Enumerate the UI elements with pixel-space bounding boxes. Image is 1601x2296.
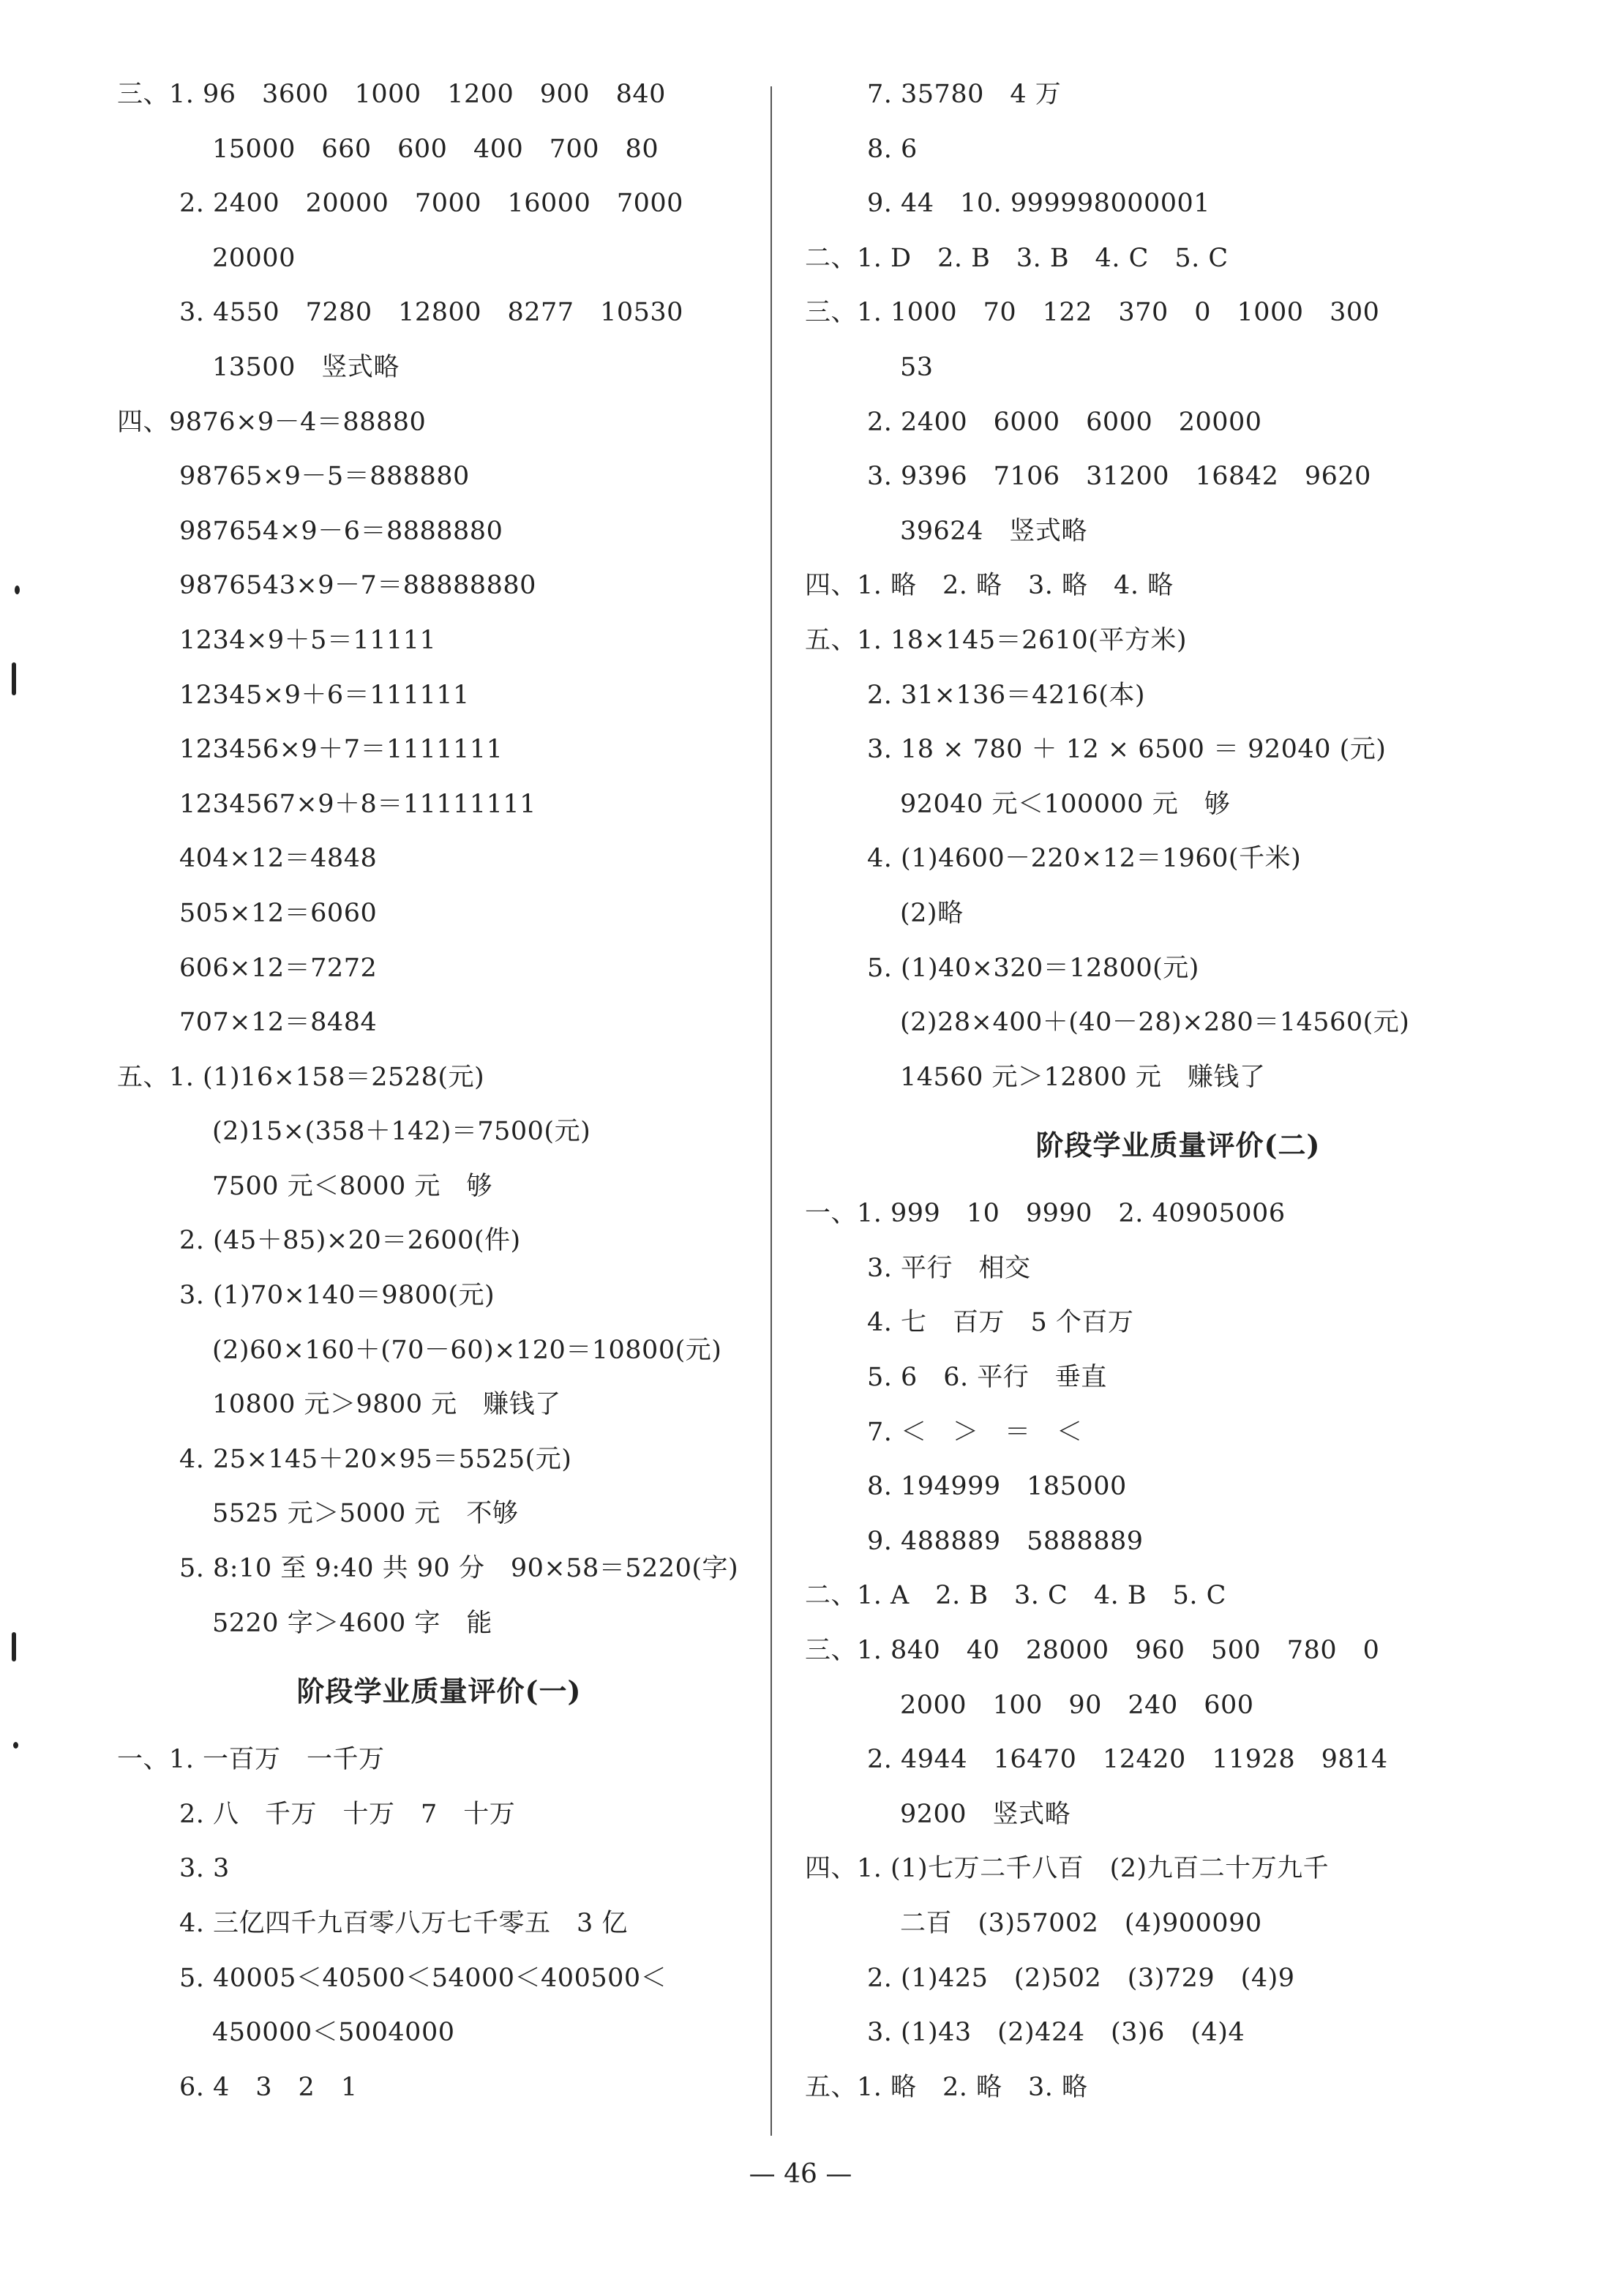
answer-line: 三、1. 96 3600 1000 1200 900 840 [117,80,666,109]
scan-speck [12,662,16,695]
answer-line: 2. 八 千万 十万 7 十万 [179,1799,516,1829]
answer-line: 505×12＝6060 [179,898,378,928]
answer-line: 1234×9＋5＝11111 [179,625,437,655]
scan-speck [12,1632,16,1661]
right-column [805,67,1551,2114]
answer-line: 9. 488889 5888889 [867,1526,1144,1556]
answer-line: 39624 竖式略 [900,516,1087,546]
answer-line: 15000 660 600 400 700 80 [212,134,659,164]
answer-line: 四、9876×9－4＝88880 [117,407,427,437]
answer-line: (2)略 [900,898,964,928]
answer-line: 123456×9＋7＝1111111 [179,735,503,765]
scan-speck [15,586,20,594]
answer-line: 2. 2400 6000 6000 20000 [867,407,1262,437]
answer-line: 四、1. 略 2. 略 3. 略 4. 略 [805,571,1174,601]
answer-line: 606×12＝7272 [179,953,378,983]
answer-line: 3. 3 [179,1854,230,1884]
answer-line: 8. 194999 185000 [867,1472,1127,1502]
answer-line: 五、1. 略 2. 略 3. 略 [805,2072,1088,2102]
answer-line: 9876543×9－7＝88888880 [179,571,536,601]
answer-line: 5525 元＞5000 元 不够 [212,1499,519,1529]
answer-line: 5. (1)40×320＝12800(元) [867,953,1199,983]
answer-line: 5220 字＞4600 字 能 [212,1608,492,1638]
answer-line: 五、1. (1)16×158＝2528(元) [117,1062,485,1092]
answer-line: 14560 元＞12800 元 赚钱了 [900,1062,1266,1092]
answer-line: 4. 25×145＋20×95＝5525(元) [179,1444,572,1474]
scan-speck [13,1742,18,1749]
answer-line: 13500 竖式略 [212,352,400,382]
answer-line: 2000 100 90 240 600 [900,1690,1254,1720]
answer-line: 五、1. 18×145＝2610(平方米) [805,625,1188,655]
answer-line: 2. 2400 20000 7000 16000 7000 [179,189,683,219]
answer-line: 2. (45＋85)×20＝2600(件) [179,1226,521,1256]
answer-line: 10800 元＞9800 元 赚钱了 [212,1390,561,1420]
answer-line: 4. 三亿四千九百零八万七千零五 3 亿 [179,1909,628,1938]
answer-line: 3. 18 × 780 ＋ 12 × 6500 ＝ 92040 (元) [867,735,1387,765]
answer-line: 20000 [212,243,296,273]
answer-line: 3. 平行 相交 [867,1253,1031,1283]
answer-line: 1234567×9＋8＝11111111 [179,789,536,819]
answer-line: 98765×9－5＝888880 [179,462,470,492]
answer-line: 92040 元＜100000 元 够 [900,789,1231,819]
answer-line: 7500 元＜8000 元 够 [212,1171,492,1201]
answer-line: 二、1. A 2. B 3. C 4. B 5. C [805,1581,1226,1611]
answer-line: 5. 8:10 至 9:40 共 90 分 90×58＝5220(字) [179,1554,739,1584]
answer-line: 一、1. 一百万 一千万 [117,1745,385,1775]
answer-line: 987654×9－6＝8888880 [179,516,503,546]
answer-line: 4. 七 百万 5 个百万 [867,1308,1134,1338]
answer-line: 三、1. 840 40 28000 960 500 780 0 [805,1636,1380,1666]
answer-line: 3. 9396 7106 31200 16842 9620 [867,462,1371,492]
answer-line: 2. 4944 16470 12420 11928 9814 [867,1745,1388,1775]
answer-line: 9200 竖式略 [900,1799,1071,1829]
answer-line: 3. 4550 7280 12800 8277 10530 [179,298,683,328]
answer-line: 9. 44 10. 999998000001 [867,189,1211,219]
answer-line: 7. 35780 4 万 [867,80,1062,109]
answer-line: (2)28×400＋(40－28)×280＝14560(元) [900,1008,1410,1038]
answer-line: (2)60×160＋(70－60)×120＝10800(元) [212,1335,722,1365]
answer-line: (2)15×(358＋142)＝7500(元) [212,1117,591,1147]
answer-line: 7. ＜ ＞ ＝ ＜ [867,1417,1083,1447]
answer-line: 二、1. D 2. B 3. B 4. C 5. C [805,243,1229,273]
answer-line: 3. (1)43 (2)424 (3)6 (4)4 [867,2018,1245,2048]
column-divider [770,86,772,2136]
section-heading: 阶段学业质量评价(二) [1035,1129,1321,1162]
answer-line: 2. 31×136＝4216(本) [867,680,1146,710]
answer-line: 2. (1)425 (2)502 (3)729 (4)9 [867,1963,1295,1993]
answer-line: 一、1. 999 10 9990 2. 40905006 [805,1199,1286,1229]
answer-line: 5. 40005＜40500＜54000＜400500＜ [179,1963,667,1993]
answer-line: 6. 4 3 2 1 [179,2072,358,2102]
answer-line: 三、1. 1000 70 122 370 0 1000 300 [805,298,1380,328]
answer-line: 3. (1)70×140＝9800(元) [179,1281,495,1311]
answer-line: 5. 6 6. 平行 垂直 [867,1363,1107,1393]
answer-line: 二百 (3)57002 (4)900090 [900,1909,1262,1938]
answer-line: 8. 6 [867,134,918,164]
left-column [117,67,761,2114]
answer-line: 4. (1)4600－220×12＝1960(千米) [867,844,1302,874]
answer-line: 53 [900,352,934,382]
page-number: — 46 — [749,2159,852,2189]
answer-line: 707×12＝8484 [179,1008,378,1038]
answer-line: 12345×9＋6＝111111 [179,680,470,710]
answer-line: 四、1. (1)七万二千八百 (2)九百二十万九千 [805,1854,1330,1884]
section-heading: 阶段学业质量评价(一) [296,1675,582,1708]
answer-line: 404×12＝4848 [179,844,378,874]
answer-line: 450000＜5004000 [212,2018,455,2048]
